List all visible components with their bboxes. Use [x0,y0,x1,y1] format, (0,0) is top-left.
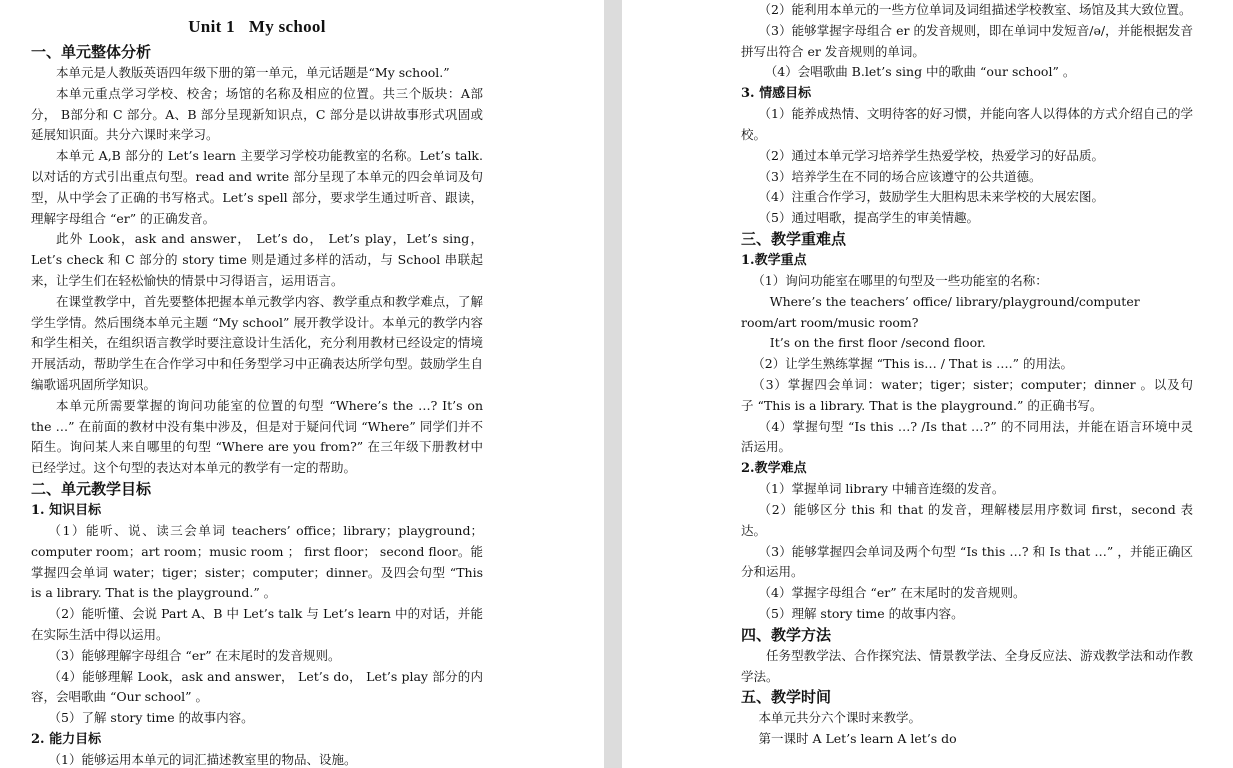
subheading-emotion: 3. 情感目标 [741,86,812,102]
page-left-column [31,0,483,768]
paragraph: 本单元是人教版英语四年级下册的第一单元，单元话题是“My school.” [56,65,450,80]
page-gutter [604,0,622,768]
list-item: （1）掌握单词 library 中辅音连缀的发音。 [758,481,1005,497]
list-item: （4）会唱歌曲 B.let’s sing 中的歌曲 “our school” 。 [764,64,1076,80]
list-item: （5）理解 story time 的故事内容。 [758,605,964,621]
sentence-pattern: Where’s the teachers’ office/ library/playground/computer room/art room/music room? [741,293,1140,330]
list-item: （3）培养学生在不同的场合应该遵守的公共道德。 [758,168,1042,184]
list-item: （2）能利用本单元的一些方位单词及词组描述学校教室、场馆及其大致位置。 [758,2,1192,17]
paragraph: 此外 Look，ask and answer， Let’s do， Let’s play，Let’s sing，Let’s check 和 C 部分的 story time 则是通过多样的活动，与 School 串联起来，让学生们在轻松愉快的情景中习得语言，运用语言。 [31,231,483,288]
paragraph: 本单元 A,B 部分的 Let’s learn 主要学习学校功能教室的名称。Let’s talk.以对话的方式引出重点句型。read and write 部分呈现了本单元的四会单词及句型，从中学会了正确的书写格式。Let’s spell 部分，要求学生通过听音、跟读，理解字母组合 “er” 的正确发音。 [31,148,483,226]
list-item: （4）掌握句型 “Is this …? /Is that …?” 的不同用法，并能在语言环境中灵活运用。 [741,418,1193,455]
list-item: （5）了解 story time 的故事内容。 [48,710,254,726]
document-title [31,14,483,40]
document-page-right [622,0,1233,768]
paragraph: 本单元所需要掌握的询问功能室的位置的句型 “Where’s the …? It’s on the …” 在前面的教材中没有集中涉及，但是对于疑问代词 “Where” 同学们并不陌生。询问某人来自哪里的句型 “Where are you from?” 在三年级下册教材中已经学过。这个句型的表达对本单元的教学有一定的帮助。 [31,397,483,476]
list-item: （3）能够掌握字母组合 er 的发音规则，即在单词中发短音/ə/，并能根据发音拼写出符合 er 发音规则的单词。 [741,22,1193,59]
sentence-pattern: It’s on the first floor /second floor. [769,335,986,351]
list-item: （1）能够运用本单元的词汇描述教室里的物品、设施。 [48,751,357,767]
list-item: （2）通过本单元学习培养学生热爱学校，热爱学习的好品质。 [758,147,1104,163]
list-item: （1）能听、说、读三会单词 teachers’ office；library；playground；computer room；art room；music room ； first floor； second floor。能掌握四会单词 water；tiger；sister；computer；dinner。及四会句型 “This is a library. That is the playground.” 。 [31,522,483,601]
page-right-column [741,0,1193,750]
list-item: 第一课时 A Let’s learn A let’s do [758,731,957,747]
section-heading-methods: 四、教学方法 [741,625,832,644]
subheading-ability: 2. 能力目标 [31,731,102,747]
list-item: （5）通过唱歌，提高学生的审美情趣。 [758,210,979,226]
paragraph: 本单元共分六个课时来教学。 [758,710,922,726]
list-item: （2）让学生熟练掌握 “This is… / That is ….” 的用法。 [752,356,1073,372]
list-item: （4）掌握字母组合 “er” 在末尾时的发音规则。 [758,585,1026,601]
section-heading-objectives: 二、单元教学目标 [31,479,152,498]
paragraph: 本单元重点学习学校、校舍；场馆的名称及相应的位置。共三个版块：A部分， B部分和 C 部分。A、B 部分呈现新知识点，C 部分是以讲故事形式巩固或延展知识面。共分六课时来学习。 [31,85,483,143]
section-heading-time: 五、教学时间 [741,688,832,707]
list-item: （1）能养成热情、文明待客的好习惯，并能向客人以得体的方式介绍自己的学校。 [741,106,1193,142]
list-item: （3）能够理解字母组合 “er” 在末尾时的发音规则。 [48,647,341,663]
list-item: （3）掌握四会单词：water；tiger；sister；computer；dinner 。以及句子 “This is a library. That is the playground.” 的正确书写。 [741,376,1193,413]
subheading-knowledge: 1. 知识目标 [31,502,102,518]
list-item: （2）能听懂、会说 Part A、B 中 Let’s talk 与 Let’s learn 中的对话，并能在实际生活中得以运用。 [31,606,483,642]
list-item: （4）能够理解 Look，ask and answer， Let’s do， Let’s play 部分的内容，会唱歌曲 “Our school” 。 [31,668,483,705]
subheading-difficulty: 2.教学难点 [741,461,807,477]
paragraph: 任务型教学法、合作探究法、情景教学法、全身反应法、游戏教学法和动作教学法。 [741,647,1193,684]
list-item: （2）能够区分 this 和 that 的发音，理解楼层用序数词 first，second 表达。 [741,501,1193,538]
section-heading-key-points: 三、教学重难点 [741,229,847,248]
title-unit: Unit 1 [188,17,235,36]
title-name: My school [248,17,326,36]
list-item: （3）能够掌握四会单词及两个句型 “Is this …? 和 Is that …” ，并能正确区分和运用。 [741,543,1193,580]
document-page-left [0,0,604,768]
subheading-focus: 1.教学重点 [741,252,807,268]
section-heading-analysis: 一、单元整体分析 [31,43,152,61]
list-item: （4）注重合作学习，鼓励学生大胆构思未来学校的大展宏图。 [758,189,1104,205]
list-item: （1）询问功能室在哪里的句型及一些功能室的名称： [752,272,1048,288]
paragraph: 在课堂教学中，首先要整体把握本单元教学内容、教学重点和教学难点，了解学生学情。然后围绕本单元主题 “My school” 展开教学设计。本单元的教学内容和学生相关，在组织语言教学时要注意设计生活化，充分利用教材已经设定的情境开展活动，帮助学生在合作学习中和任务型学习中正确表达所学句型。鼓励学生自编歌谣巩固所学知识。 [31,293,483,392]
